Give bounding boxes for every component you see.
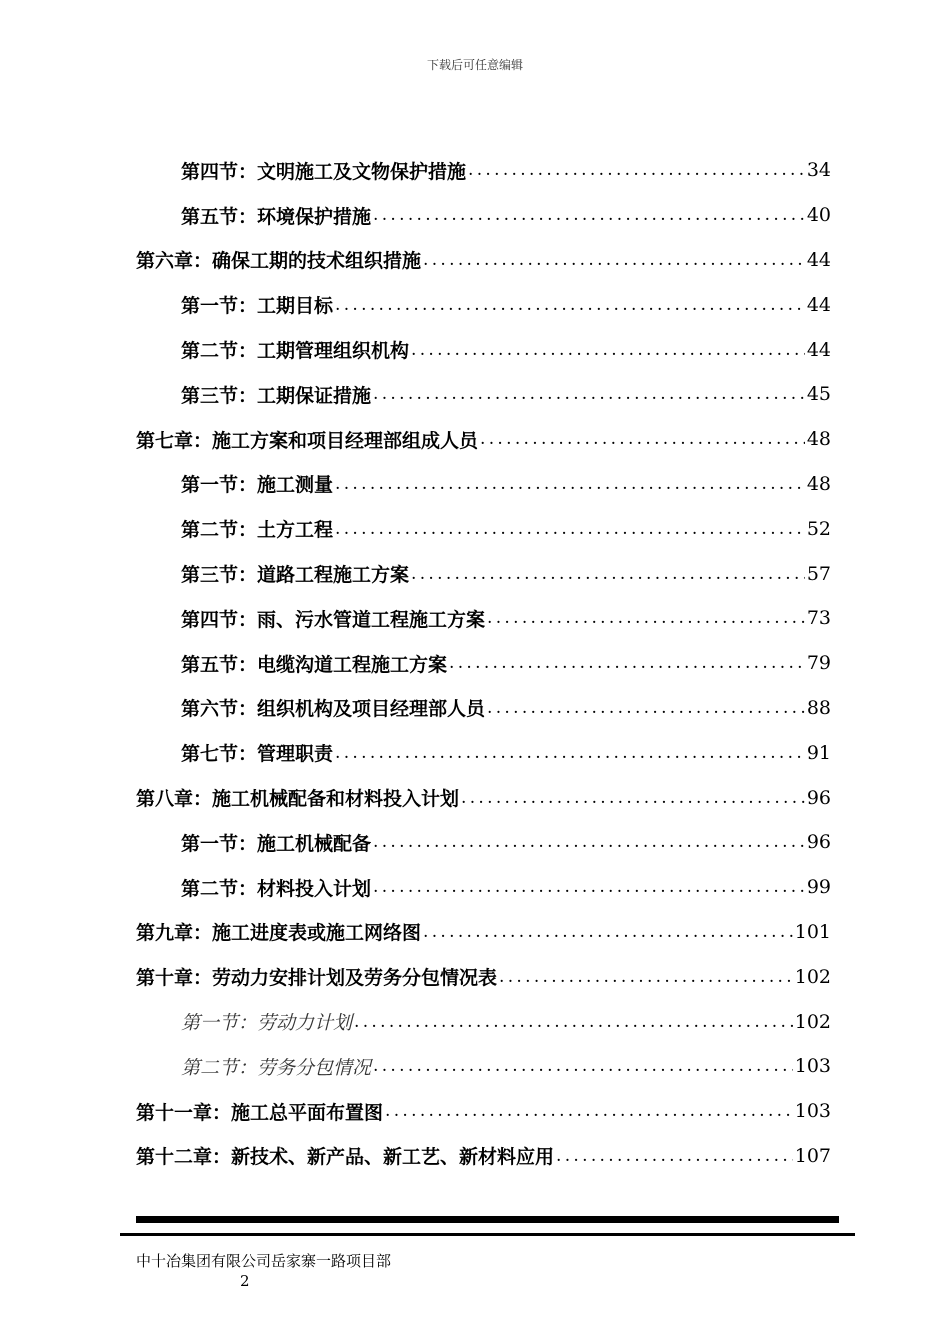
toc-dot-leader (423, 922, 793, 942)
toc-entry-title: 第七章：施工方案和项目经理部组成人员 (136, 429, 479, 452)
toc-dot-leader (487, 608, 805, 628)
toc-dot-leader (461, 788, 805, 808)
toc-entry-title: 第五节：环境保护措施 (181, 205, 372, 228)
toc-entry[interactable] (136, 238, 831, 283)
toc-entry-page: 88 (806, 696, 831, 719)
toc-entry-title: 第四节：雨、污水管道工程施工方案 (181, 608, 486, 631)
toc-dot-leader (373, 205, 805, 225)
toc-entry-title: 第十二章：新技术、新产品、新工艺、新材料应用 (136, 1146, 555, 1169)
toc-entry-page: 40 (806, 204, 831, 227)
toc-entry[interactable] (136, 417, 831, 462)
toc-dot-leader (373, 384, 805, 404)
toc-entry-title: 第六章：确保工期的技术组织措施 (136, 250, 422, 273)
toc-entry-title: 第二节：工期管理组织机构 (181, 340, 410, 363)
toc-entry-page: 48 (806, 428, 831, 451)
toc-dot-leader (335, 474, 805, 494)
toc-entry-page: 96 (806, 831, 831, 854)
toc-entry-title: 第十一章：施工总平面布置图 (136, 1101, 384, 1124)
toc-entry-page: 34 (806, 159, 831, 182)
toc-entry[interactable] (136, 686, 831, 731)
toc-entry-title: 第一节：劳动力计划 (181, 1012, 353, 1035)
footer-rule-thick (136, 1216, 839, 1223)
toc-entry-title: 第一节：工期目标 (181, 295, 334, 318)
toc-dot-leader (373, 832, 805, 852)
toc-entry-page: 102 (794, 1010, 831, 1033)
toc-entry-page: 79 (806, 652, 831, 675)
toc-entry-title: 第一节：施工测量 (181, 474, 334, 497)
toc-dot-leader (411, 340, 805, 360)
footer-rule-thin (120, 1233, 855, 1236)
toc-dot-leader (556, 1146, 793, 1166)
toc-dot-leader (499, 967, 793, 987)
toc-entry[interactable] (136, 327, 831, 372)
table-of-contents (136, 148, 831, 1178)
toc-entry[interactable] (136, 148, 831, 193)
header-note: 下载后可任意编辑 (426, 58, 523, 72)
toc-entry-title: 第七节：管理职责 (181, 743, 334, 766)
toc-entry-title: 第三节：道路工程施工方案 (181, 564, 410, 587)
toc-entry[interactable] (136, 775, 831, 820)
toc-entry[interactable] (136, 1044, 831, 1089)
toc-entry-title: 第六节：组织机构及项目经理部人员 (181, 698, 486, 721)
toc-entry-title: 第二节：土方工程 (181, 519, 334, 542)
toc-entry[interactable] (136, 865, 831, 910)
toc-entry-page: 44 (806, 248, 831, 271)
toc-entry[interactable] (136, 820, 831, 865)
toc-entry-title: 第五节：电缆沟道工程施工方案 (181, 653, 448, 676)
toc-entry[interactable] (136, 596, 831, 641)
toc-entry-title: 第二节：材料投入计划 (181, 877, 372, 900)
toc-entry-title: 第十章：劳动力安排计划及劳务分包情况表 (136, 967, 498, 990)
toc-entry-page: 52 (806, 517, 831, 540)
toc-entry[interactable] (136, 372, 831, 417)
toc-dot-leader (385, 1101, 793, 1121)
toc-entry-title: 第九章：施工进度表或施工网络图 (136, 922, 422, 945)
toc-entry-page: 45 (806, 383, 831, 406)
toc-entry-page: 91 (806, 741, 831, 764)
toc-entry-title: 第一节：施工机械配备 (181, 832, 372, 855)
toc-entry-page: 102 (794, 965, 831, 988)
toc-dot-leader (480, 429, 805, 449)
toc-entry[interactable] (136, 730, 831, 775)
toc-dot-leader (373, 877, 805, 897)
toc-dot-leader (335, 743, 805, 763)
toc-entry[interactable] (136, 954, 831, 999)
toc-entry[interactable] (136, 1134, 831, 1179)
toc-entry-page: 96 (806, 786, 831, 809)
toc-entry-page: 103 (794, 1100, 831, 1123)
toc-entry-title: 第四节：文明施工及文物保护措施 (181, 160, 467, 183)
footer-company: 中十冶集团有限公司岳家寨一路项目部 (136, 1252, 392, 1270)
toc-dot-leader (411, 564, 805, 584)
toc-entry[interactable] (136, 910, 831, 955)
toc-entry[interactable] (136, 551, 831, 596)
toc-entry-title: 第三节：工期保证措施 (181, 384, 372, 407)
toc-dot-leader (423, 250, 805, 270)
toc-dot-leader (335, 295, 805, 315)
toc-dot-leader (354, 1012, 793, 1032)
toc-entry[interactable] (136, 506, 831, 551)
toc-entry[interactable] (136, 999, 831, 1044)
toc-dot-leader (373, 1056, 793, 1076)
toc-entry[interactable] (136, 1089, 831, 1134)
toc-entry-page: 101 (794, 920, 831, 943)
toc-entry-page: 48 (806, 472, 831, 495)
toc-dot-leader (449, 653, 805, 673)
toc-entry-title: 第八章：施工机械配备和材料投入计划 (136, 788, 460, 811)
toc-entry-page: 44 (806, 293, 831, 316)
toc-entry-page: 107 (794, 1144, 831, 1167)
toc-entry-page: 44 (806, 338, 831, 361)
toc-entry-page: 57 (806, 562, 831, 585)
toc-dot-leader (487, 698, 805, 718)
toc-entry[interactable] (136, 641, 831, 686)
toc-dot-leader (335, 519, 805, 539)
toc-dot-leader (468, 160, 805, 180)
toc-entry[interactable] (136, 193, 831, 238)
toc-entry-page: 103 (794, 1055, 831, 1078)
toc-entry-page: 73 (806, 607, 831, 630)
toc-entry[interactable] (136, 462, 831, 507)
footer-page-number: 2 (240, 1272, 250, 1290)
toc-entry-title: 第二节：劳务分包情况 (181, 1056, 372, 1079)
toc-entry-page: 99 (806, 876, 831, 899)
toc-entry[interactable] (136, 282, 831, 327)
